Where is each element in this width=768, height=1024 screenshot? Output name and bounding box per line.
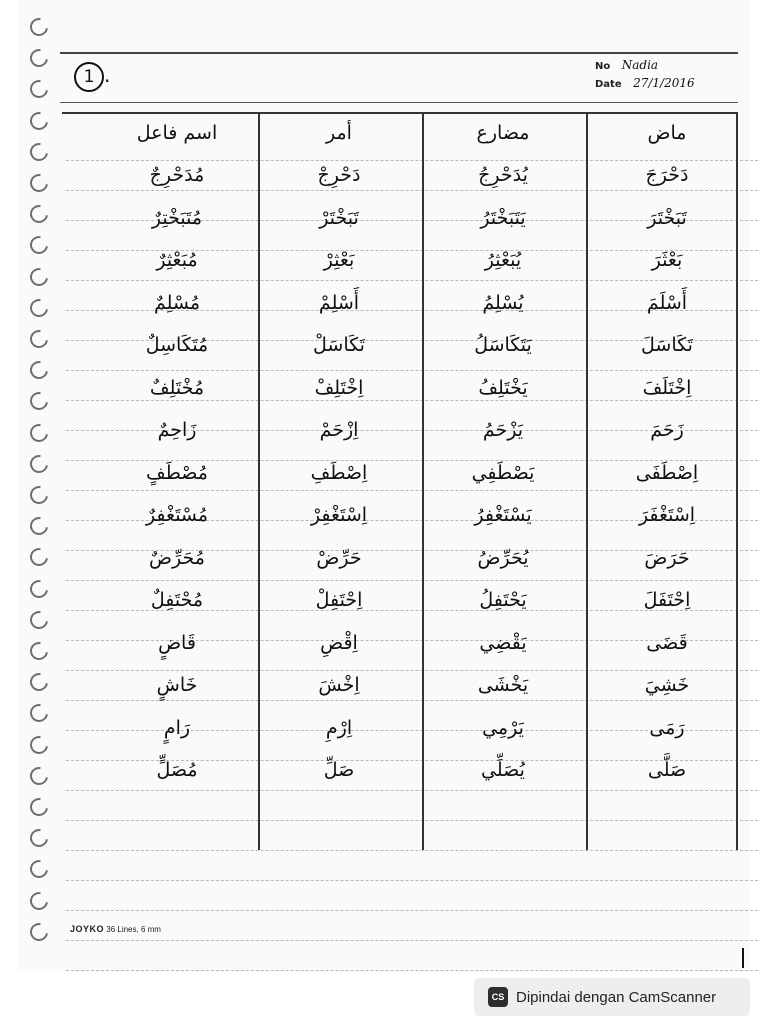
- ruled-line: [66, 910, 758, 911]
- table-cell: قَاضٍ: [158, 631, 196, 654]
- camscanner-badge: [474, 978, 750, 1016]
- table-cell: رَامٍ: [163, 716, 191, 739]
- table-cell: مُخْتَلِفٌ: [149, 376, 205, 399]
- conjugation-table: [62, 112, 738, 850]
- table-cell: يُصَلِّي: [481, 759, 525, 781]
- table-cell: اِخْشَ: [318, 674, 360, 696]
- no-value: Nadia: [621, 58, 659, 72]
- table-cell: قَضَى: [646, 631, 688, 654]
- binder-ring: [26, 14, 51, 39]
- table-cell: يَخْتَلِفُ: [478, 376, 528, 399]
- binder-ring: [26, 139, 51, 164]
- table-cell: يُبَعْثِرُ: [484, 249, 522, 271]
- table-cell: زَاحِمٌ: [157, 419, 197, 441]
- binder-ring: [26, 326, 51, 351]
- binder-ring: [26, 420, 51, 445]
- binder-ring: [26, 857, 51, 882]
- ruled-line: [66, 850, 758, 851]
- binder-ring: [26, 826, 51, 851]
- binder-ring: [26, 77, 51, 102]
- page-number-value: 1: [74, 62, 104, 92]
- binder-ring: [26, 607, 51, 632]
- table-cell: يَحْتَفِلُ: [479, 589, 527, 611]
- binder-ring: [26, 763, 51, 788]
- table-cell: رَمَى: [649, 716, 685, 739]
- header-rule-bottom: [60, 102, 738, 103]
- table-cell: بَعْثَرَ: [651, 249, 683, 271]
- binder-ring: [26, 202, 51, 227]
- table-cell: اِصْطَفَى: [635, 461, 699, 484]
- date-value: 27/1/2016: [633, 76, 695, 90]
- table-cell: اِصْطَفِ: [310, 461, 368, 484]
- table-cell: مُدَحْرِجٌ: [149, 164, 205, 186]
- table-cell: اِحْتَفِلْ: [315, 589, 363, 611]
- binder-ring: [26, 264, 51, 289]
- table-cell: زَحَمَ: [650, 419, 684, 441]
- binder-ring: [26, 389, 51, 414]
- table-cell: يَتَكَاسَلُ: [474, 334, 532, 356]
- table-cell: مُبَعْثِرٌ: [156, 249, 198, 271]
- page-edge-mark: [742, 948, 744, 968]
- table-cell: اِرْمِ: [325, 716, 353, 739]
- table-cell: أَسْلَمَ: [646, 291, 688, 314]
- table-cell: أَسْلِمْ: [318, 291, 360, 314]
- table-cell: مُحَرِّضٌ: [149, 546, 205, 569]
- brand-lines-info: 36 Lines, 6 mm: [106, 925, 161, 934]
- binder-ring: [26, 545, 51, 570]
- table-cell: يَتَبَخْتَرُ: [480, 206, 526, 229]
- table-cell: اِحْتَفَلَ: [643, 589, 691, 611]
- column-header: أمر: [326, 122, 352, 144]
- table-cell: يُحَرِّضُ: [477, 546, 529, 569]
- binder-ring: [26, 358, 51, 383]
- ruled-line: [66, 940, 758, 941]
- table-cell: مُصْطَفٍ: [146, 461, 208, 484]
- binder-ring: [26, 451, 51, 476]
- binder-ring: [26, 670, 51, 695]
- table-cell: مُحْتَفِلٌ: [150, 589, 204, 611]
- binder-ring: [26, 514, 51, 539]
- table-cell: مُصَلٍّ: [156, 759, 198, 781]
- table-cell: دَحْرَجَ: [645, 164, 689, 186]
- table-cell: بَعْثِرْ: [323, 249, 355, 271]
- table-cell: يَزْحَمُ: [482, 419, 524, 441]
- table-cell: خَاشٍ: [156, 674, 198, 696]
- table-cell: تَبَخْتَرَ: [647, 206, 687, 229]
- camscanner-text: Dipindai dengan CamScanner: [516, 988, 717, 1006]
- table-cell: يُسْلِمُ: [482, 291, 524, 314]
- binder-ring: [26, 638, 51, 663]
- table-cell: يَخْشَى: [477, 674, 529, 696]
- ruled-line: [66, 970, 758, 971]
- table-cell: اِقْضِ: [320, 631, 358, 654]
- table-cell: خَشِيَ: [644, 674, 690, 696]
- date-field: [595, 76, 695, 90]
- camscanner-icon: CS: [488, 987, 508, 1007]
- binder-ring: [26, 732, 51, 757]
- ruled-line: [66, 880, 758, 881]
- table-cell: تَبَخْتَرْ: [319, 206, 359, 229]
- notebook-brand: [70, 924, 161, 934]
- table-cell: اِخْتَلِفْ: [314, 376, 364, 399]
- table-cell: صَلِّ: [323, 759, 355, 781]
- binder-ring: [26, 233, 51, 258]
- table-cell: مُتَكَاسِلٌ: [145, 334, 209, 356]
- table-cell: يَصْطَفِي: [471, 461, 535, 484]
- table-cell: مُسْتَغْفِرٌ: [145, 504, 209, 526]
- column-header: ماض: [647, 122, 687, 144]
- table-cell: اِزْحَمْ: [319, 419, 359, 441]
- binder-ring: [26, 170, 51, 195]
- table-cell: مُتَبَخْتِرٌ: [151, 206, 203, 229]
- date-label: Date: [595, 79, 622, 90]
- table-cell: يَرْمِي: [482, 716, 524, 739]
- table-cell: يُدَحْرِجُ: [478, 164, 528, 186]
- page-number: 1 .: [74, 62, 110, 92]
- brand-name: JOYKO: [70, 924, 105, 934]
- binder-ring: [26, 576, 51, 601]
- binder-ring: [26, 919, 51, 944]
- column-header: مضارع: [476, 122, 530, 144]
- table-cell: اِسْتَغْفَرَ: [638, 504, 696, 526]
- table-cell: حَرَضَ: [644, 546, 690, 569]
- binder-ring: [26, 701, 51, 726]
- table-cell: اِخْتَلَفَ: [642, 376, 692, 399]
- column-header: اسم فاعل: [136, 122, 218, 144]
- table-cell: يَقْضِي: [479, 631, 527, 654]
- binder-ring: [26, 46, 51, 71]
- table-cell: يَسْتَغْفِرُ: [474, 504, 532, 526]
- binder-ring: [26, 108, 51, 133]
- table-cell: صَلَّى: [647, 759, 687, 781]
- table-cell: اِسْتَغْفِرْ: [310, 504, 368, 526]
- binder-ring: [26, 482, 51, 507]
- table-cell: دَحْرِجْ: [317, 164, 361, 186]
- binder-ring: [26, 295, 51, 320]
- table-cell: تَكَاسَلَ: [641, 334, 693, 356]
- binder-ring: [26, 888, 51, 913]
- no-label: No: [595, 61, 611, 72]
- table-cell: مُسْلِمٌ: [153, 291, 201, 314]
- no-field: [595, 58, 658, 72]
- table-cell: حَرِّضْ: [316, 546, 362, 569]
- table-cell: تَكَاسَلْ: [313, 334, 365, 356]
- binder-ring: [26, 794, 51, 819]
- header-rule-top: [60, 52, 738, 54]
